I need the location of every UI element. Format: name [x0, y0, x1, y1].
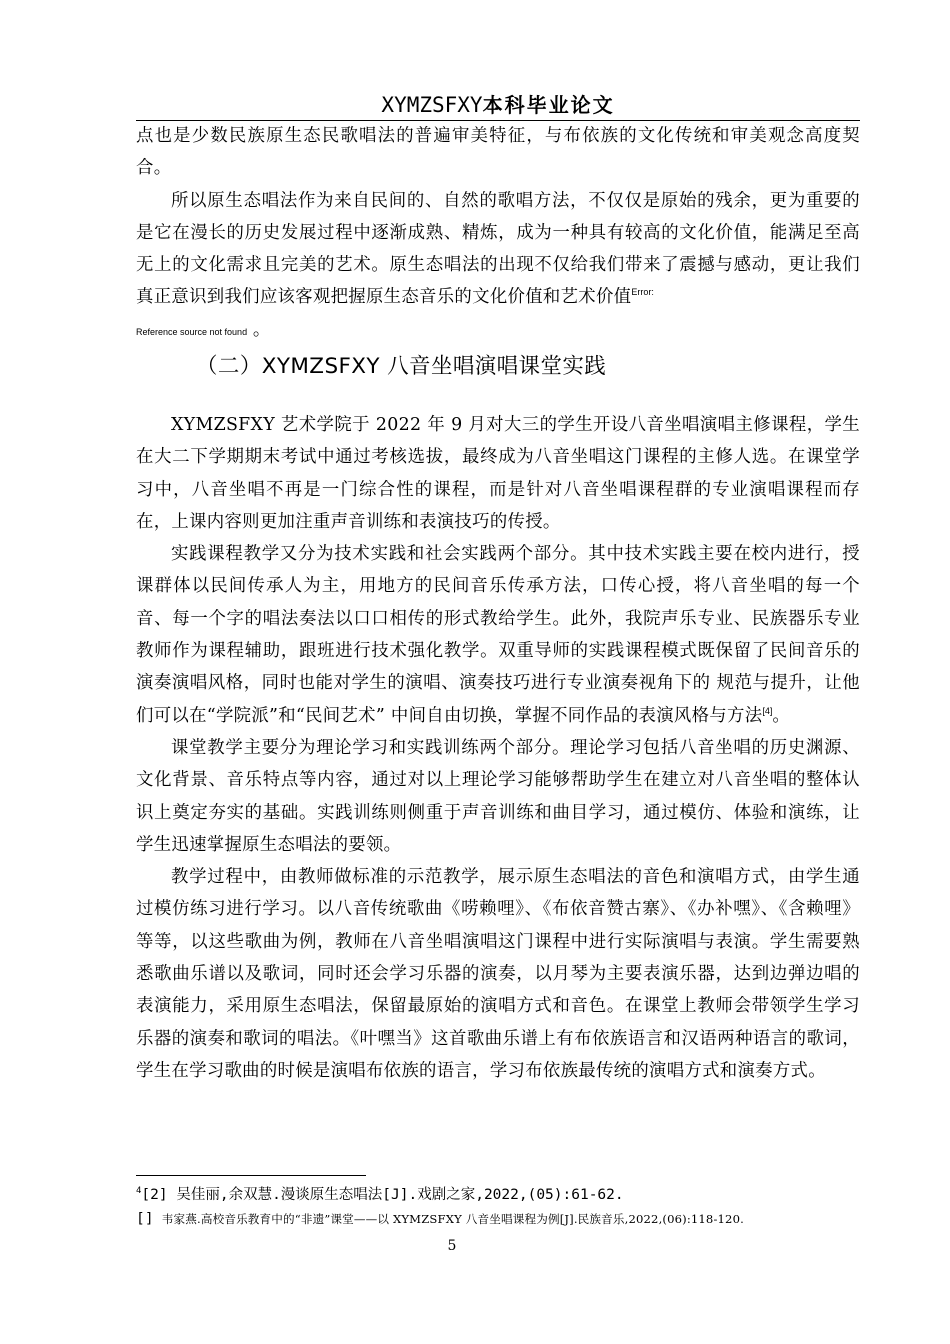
body-top — [136, 120, 860, 348]
paragraph: 课堂教学主要分为理论学习和实践训练两个部分。理论学习包括八音坐唱的历史渊源、文化背景、音乐特点等内容，通过对以上理论学习能够帮助学生在建立对八音坐唱的整体认识上奠定夯实的基础。实践训练则侧重于声音训练和曲目学习，通过模仿、体验和演练，让学生迅速掌握原生态唱法的要领。 — [136, 737, 860, 855]
ref-error-line1: Error: — [631, 287, 654, 298]
body-main — [136, 409, 860, 1087]
paragraph-text: 实践课程教学又分为技术实践和社会实践两个部分。其中技术实践主要在校内进行，授课群体以民间传承人为主，用地方的民间音乐传承方法，口传心授，将八音坐唱的每一个音、每一个字的唱法奏法以口口相传的形式教给学生。此外，我院声乐专业、民族器乐专业教师作为课程辅助，跟班进行技术强化教学。双重导师的实践课程模式既保留了民间音乐的演奏演唱风格，同时也能对学生的演唱、演奏技巧进行专业演奏视角下的 规范与提升，让他们可以在“学院派”和“民间艺术” 中间自由切换，掌握不同作品的表演风格与方法 — [136, 544, 860, 726]
page-header — [136, 92, 860, 118]
footnote-2 — [136, 1208, 744, 1230]
paragraph-text: 所以原生态唱法作为来自民间的、自然的歌唱方法，不仅仅是原始的残余，更为重要的是它在漫长的历史发展过程中逐渐成熟、精炼，成为一种具有较高的文化价值，能满足至高无上的文化需求且完美的艺术。原生态唱法的出现不仅给我们带来了震撼与感动，更让我们真正意识到我们应该客观把握原生态音乐的文化价值和艺术价值 — [136, 190, 860, 308]
footnote-mark: 4 — [136, 1186, 142, 1197]
page-number — [0, 1236, 950, 1256]
paragraph: XYMZSFXY 艺术学院于 2022 年 9 月对大三的学生开设八音坐唱演唱主修课程，学生在大二下学期期末考试中通过考核选拔，最终成为八音坐唱这门课程的主修人选。在课堂学习中，八音坐唱不再是一门综合性的课程，而是针对八音坐唱课程群的专业演唱课程而存在，上课内容则更加注重声音训练和表演技巧的传授。 — [136, 415, 860, 532]
ref-error-line2: Reference source not found — [136, 326, 248, 337]
paragraph — [136, 538, 860, 732]
page-number-text: 5 — [447, 1238, 457, 1254]
header-latin: XYMZSFXY — [381, 93, 483, 117]
citation-marker: [4] — [762, 705, 773, 716]
section-heading: （二）XYMZSFXY 八音坐唱演唱课堂实践 — [196, 354, 607, 379]
paragraph — [136, 185, 860, 348]
footnote-text: 韦家燕.高校音乐教育中的“非遗”课堂——以 XYMZSFXY 八音坐唱课程为例[J].民族音乐,2022,(06):118-120. — [161, 1212, 744, 1226]
footnote-text: [2] 吴佳丽,余双慧.漫谈原生态唱法[J].戏剧之家,2022,(05):61-62. — [141, 1187, 624, 1203]
paragraph: 教学过程中，由教师做标准的示范教学，展示原生态唱法的音色和演唱方式，由学生通过模仿练习进行学习。以八音传统歌曲《唠赖哩》、《布依音赞古寨》、《办补嘿》、《含赖哩》等等，以这些歌曲为例，教师在八音坐唱演唱这门课程中进行实际演唱与表演。学生需要熟悉歌曲乐谱以及歌词，同时还会学习乐器的演奏，以月琴为主要表演乐器，达到边弹边唱的表演能力，采用原生态唱法，保留最原始的演唱方式和音色。在课堂上教师会带领学生学习乐器的演奏和歌词的唱法。《叶嘿当》这首歌曲乐谱上有布依族语言和汉语两种语言的歌词，学生在学习歌曲的时候是演唱布依族的语言，学习布依族最传统的演唱方式和演奏方式。 — [136, 867, 860, 1081]
paragraph-continued: 点也是少数民族原生态民歌唱法的普遍审美特征，与布依族的文化传统和审美观念高度契合。 — [136, 126, 860, 179]
header-title: 本科毕业论文 — [482, 93, 615, 117]
ref-error-tail: 。 — [252, 319, 271, 340]
footnote-1 — [136, 1184, 624, 1206]
footnote-bracket: [] — [136, 1211, 154, 1227]
footnote-rule — [136, 1175, 366, 1176]
paragraph-tail: 。 — [772, 705, 791, 726]
